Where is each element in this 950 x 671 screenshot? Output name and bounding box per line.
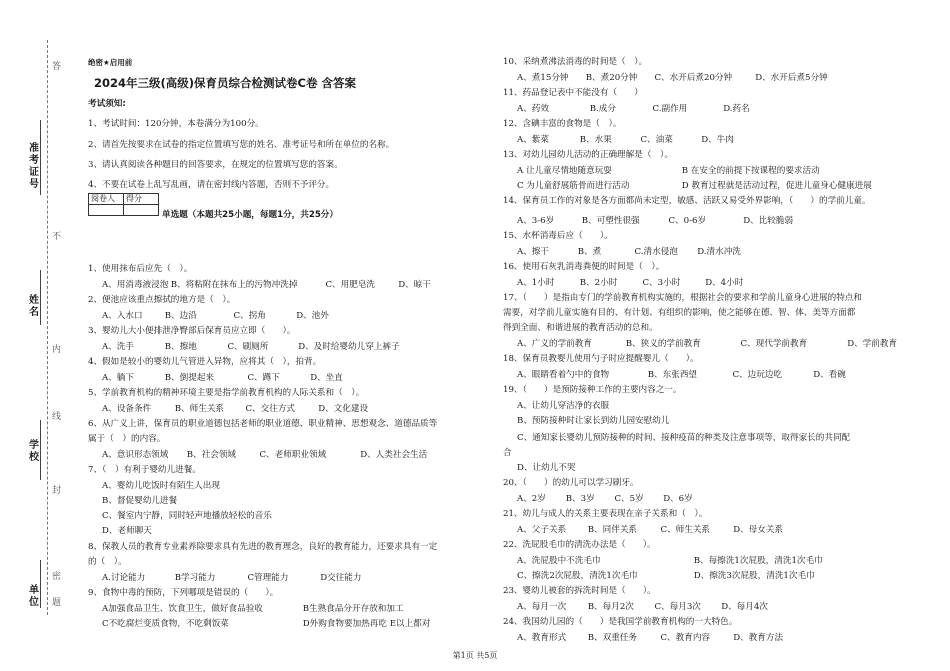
options-row: [517, 492, 693, 508]
option[interactable]: C、边玩边吃: [732, 370, 783, 380]
option[interactable]: C、油菜: [640, 135, 673, 145]
options-row: [517, 71, 828, 87]
score-label: 得分: [124, 194, 159, 205]
option[interactable]: D、文化建设: [318, 404, 369, 414]
option[interactable]: C.清水侵泡: [634, 247, 678, 257]
option[interactable]: B、同伴关系: [587, 525, 638, 535]
seal-mark: 答: [52, 62, 62, 72]
options-row: [517, 600, 768, 616]
seal-mark: 线: [52, 412, 62, 422]
option[interactable]: C、餐室内宁静，同时轻声地播放轻松的音乐: [102, 511, 272, 521]
notice-item: 1、考试时间：120分钟，本卷满分为100分。: [88, 119, 264, 129]
margin-label-school: 学校: [29, 440, 39, 463]
option[interactable]: A、设备条件: [102, 404, 152, 414]
option[interactable]: D、牛肉: [701, 135, 734, 145]
option[interactable]: D、每月4次: [721, 602, 768, 612]
option[interactable]: A、每月一次: [517, 602, 567, 612]
options-row: [102, 602, 404, 618]
score-cell[interactable]: [124, 205, 159, 216]
question-stem: 12、含碘丰富的食物是（ ）。: [503, 119, 622, 129]
question-stem: 20、（ ）的幼儿可以学习刷牙。: [503, 478, 639, 488]
option[interactable]: B、预防接种时让家长到幼儿园安慰幼儿: [517, 416, 670, 426]
option[interactable]: D、水开后煮5分钟: [755, 73, 828, 83]
school-field: [40, 420, 41, 480]
option[interactable]: C、水开后煮20分钟: [654, 73, 733, 83]
options-row: [102, 402, 368, 418]
question-stem: 1、使用抹布后应先（ ）。: [88, 264, 193, 274]
options-row: [517, 245, 741, 261]
seal-mark: 密: [52, 572, 62, 582]
question-stem: 4、假如是较小的婴幼儿气管进入异物，应将其（ ），拍背。: [88, 357, 322, 367]
option[interactable]: B、每擦洗1次屁股，清洗1次毛巾: [693, 556, 823, 566]
option[interactable]: A 让儿童尽情地随意玩耍: [517, 166, 612, 176]
option[interactable]: B、东张西望: [647, 370, 698, 380]
question-stem: 13、对幼儿园幼儿活动的正确理解是（ ）。: [503, 150, 673, 160]
option[interactable]: A、药效: [517, 104, 549, 114]
options-row: [517, 179, 872, 195]
option[interactable]: D、母女关系: [733, 525, 784, 535]
options-row: [102, 617, 430, 633]
options-row: [517, 164, 820, 180]
option[interactable]: B、将粘附在抹布上的污物冲洗掉: [170, 280, 298, 290]
option[interactable]: C.副作用: [652, 104, 688, 114]
option[interactable]: D交往能力: [320, 573, 362, 583]
option[interactable]: A、入水口: [102, 311, 143, 321]
option[interactable]: B、督促婴幼儿进餐: [102, 496, 178, 506]
question-stem: 5、学前教育机构的精神环境主要是指学前教育机构的人际关系和（ ）。: [88, 388, 365, 398]
option[interactable]: D外购食物要加热再吃 E以上都对: [302, 619, 431, 629]
zkzh-field: [40, 120, 41, 195]
option[interactable]: A、婴幼儿吃饭时有陌生人出现: [102, 481, 220, 491]
option[interactable]: A、父子关系: [517, 525, 567, 535]
name-field: [40, 270, 41, 325]
option[interactable]: A、广义的学前教育: [517, 339, 592, 349]
question-stem: 18、保育员教婴儿使用勺子时应提醒婴儿（ ）。: [503, 354, 699, 364]
option[interactable]: C管理能力: [247, 573, 289, 583]
option[interactable]: A、让幼儿穿洁净的衣服: [517, 401, 610, 411]
notice-item: 2、请首先按要求在试卷的指定位置填写您的姓名、准考证号和所在单位的名称。: [88, 140, 395, 150]
options-row: [102, 278, 431, 294]
options-row: [517, 523, 783, 539]
option[interactable]: C、0-6岁: [668, 216, 707, 226]
option[interactable]: A、教育形式: [517, 633, 567, 643]
question-stem: 22、洗屁股毛巾的清洗办法是（ ）。: [503, 540, 656, 550]
option[interactable]: C、通知家长婴幼儿预防接种的时间、接种疫苗的种类及注意事项等，取得家长的共同配: [517, 433, 851, 443]
option[interactable]: D、教育方法: [733, 633, 784, 643]
option[interactable]: B、每月2次: [587, 602, 634, 612]
option[interactable]: C、教育内容: [660, 633, 711, 643]
question-stem: 16、使用石灰乳消毒粪便的时间是（ ）。: [503, 262, 665, 272]
score-box: [88, 193, 159, 216]
option-cont: 合: [503, 448, 512, 458]
option[interactable]: B、3岁: [565, 494, 595, 504]
option[interactable]: A、擦干: [517, 247, 549, 257]
option[interactable]: D.清水冲洗: [697, 247, 741, 257]
option[interactable]: B、水果: [579, 135, 612, 145]
option[interactable]: A.讨论能力: [102, 573, 146, 583]
question-stem: 17、（ ）是指由专门的学前教育机构实施的，根据社会的要求和学前儿童身心进展的特点和: [503, 293, 862, 303]
option[interactable]: D.药名: [723, 104, 750, 114]
question-stem-cont: 的（ ）。: [88, 557, 127, 567]
margin-label-unit: 单位: [29, 585, 39, 608]
option[interactable]: D、晾干: [398, 280, 431, 290]
option[interactable]: D、擦洗3次屁股，清洗1次毛巾: [693, 571, 815, 581]
question-stem: 9、食物中毒的预防，下列哪项是错误的（ ）。: [88, 588, 279, 598]
options-row: [517, 368, 846, 384]
options-row: [102, 448, 427, 464]
option[interactable]: B、社会领域: [186, 450, 237, 460]
unit-field: [40, 560, 41, 608]
question-stem-cont: 需要，对学前儿童实施有目的、有计划、有组织的影响，使之能够在德、智、体、美等方面都: [503, 308, 856, 318]
option[interactable]: C 为儿童舒展筋骨而进行活动: [517, 181, 630, 191]
option[interactable]: A、躺下: [102, 373, 134, 383]
option[interactable]: D、让幼儿不哭: [517, 463, 576, 473]
option[interactable]: D、坐直: [310, 373, 343, 383]
options-row: [102, 309, 329, 325]
notice-heading: 考试须知:: [88, 99, 126, 109]
question-stem: 15、水杯消毒后应（ ）。: [503, 231, 613, 241]
confidential-stamp: 绝密★启用前: [88, 58, 133, 67]
seal-mark: 题: [52, 598, 62, 608]
option[interactable]: B、2小时: [579, 278, 618, 288]
option[interactable]: C、3小时: [642, 278, 681, 288]
option[interactable]: C、老师职业领域: [259, 450, 327, 460]
question-stem: 21、幼儿与成人的关系主要表现在亲子关系和（ ）。: [503, 509, 708, 519]
option[interactable]: A、用消毒液浸泡: [102, 280, 169, 290]
seal-mark: 内: [52, 345, 62, 355]
option[interactable]: D、及时给婴幼儿穿上裤子: [298, 342, 400, 352]
options-row: [517, 554, 823, 570]
option[interactable]: C、每月3次: [654, 602, 701, 612]
option[interactable]: A、眼睛看着勺中的食物: [517, 370, 610, 380]
seal-mark: 封: [52, 486, 62, 496]
seal-mark: 不: [52, 232, 62, 242]
seal-line: [47, 40, 48, 615]
options-row: [517, 631, 783, 647]
question-stem: 7、（ ）有利于婴幼儿进餐。: [88, 465, 201, 475]
question-stem: 10、采纳煮沸法消毒的时间是（ ）。: [503, 57, 648, 67]
option[interactable]: C、用肥皂洗: [325, 280, 376, 290]
option[interactable]: A、2岁: [517, 494, 546, 504]
option[interactable]: B生熟食品分开存放和加工: [302, 604, 404, 614]
option[interactable]: B、狭义的学前教育: [625, 339, 701, 349]
option[interactable]: B、边沿: [164, 311, 197, 321]
options-row: [102, 340, 400, 356]
option[interactable]: B、倒提起来: [164, 373, 215, 383]
option[interactable]: B、可塑性很强: [581, 216, 640, 226]
option[interactable]: A、紫菜: [517, 135, 549, 145]
option[interactable]: C、拐角: [233, 311, 266, 321]
question-stem: 14、保育员工作的对象是各方面都尚未定型，敏感、活跃又易受外界影响，（ ）的学前儿童。: [503, 196, 871, 206]
option[interactable]: C、师生关系: [660, 525, 711, 535]
options-row: [517, 133, 734, 149]
question-stem: 2、便池应该重点擦拭的地方是（ ）。: [88, 295, 236, 305]
option[interactable]: B、煮: [577, 247, 602, 257]
options-row: [517, 214, 793, 230]
option[interactable]: C不吃腐烂变质食物，不吃剩饭菜: [102, 619, 229, 629]
options-row: [102, 571, 361, 587]
question-stem-cont: 属于（ ）的内容。: [88, 434, 166, 444]
option[interactable]: B 在安全的前提下按课程的要求活动: [681, 166, 820, 176]
question-stem: 24、我国幼儿园的（ ）是我国学前教育机构的一大特色。: [503, 617, 738, 627]
option[interactable]: D、老师聊天: [102, 526, 152, 536]
question-stem: 11、药品登记表中不能没有（ ）: [503, 88, 643, 98]
reviewer-label: 阅卷人: [89, 194, 124, 205]
margin-label-zkzh: 准考证号: [29, 143, 39, 190]
option[interactable]: D 教育过程就是活动过程，促进儿童身心健康进展: [681, 181, 872, 191]
option[interactable]: C、交往方式: [245, 404, 296, 414]
option[interactable]: B、双重任务: [587, 633, 638, 643]
options-row: [517, 276, 743, 292]
option[interactable]: D、人类社会生活: [360, 450, 428, 460]
option[interactable]: B、擦地: [164, 342, 197, 352]
page-footer: 第1页 共5页: [452, 651, 498, 660]
option[interactable]: C、现代学前教育: [740, 339, 808, 349]
option[interactable]: A、洗手: [102, 342, 134, 352]
section-title: 单选题（本题共25小题，每题1分，共25分）: [162, 210, 338, 220]
option[interactable]: B、煮20分钟: [585, 73, 638, 83]
option[interactable]: A加强食品卫生、饮食卫生，做好食品验收: [102, 604, 263, 614]
option[interactable]: B、师生关系: [174, 404, 225, 414]
option[interactable]: C、刷厕所: [227, 342, 269, 352]
option[interactable]: D、4小时: [705, 278, 744, 288]
option[interactable]: A、煮15分钟: [517, 73, 569, 83]
options-row: [517, 102, 750, 118]
option[interactable]: C、擦洗2次屁股，清洗1次毛巾: [517, 571, 638, 581]
option[interactable]: C、蹲下: [247, 373, 280, 383]
notice-item: 4、不要在试卷上乱写乱画，请在密封线内答题，否则不予评分。: [88, 180, 335, 190]
margin-label-name: 姓名: [29, 295, 39, 318]
option[interactable]: B学习能力: [174, 573, 216, 583]
option[interactable]: C、5岁: [614, 494, 644, 504]
option[interactable]: A、洗屁股中不洗毛巾: [517, 556, 601, 566]
options-row: [517, 569, 815, 585]
option[interactable]: A、意识形态领域: [102, 450, 169, 460]
option[interactable]: B.成分: [589, 104, 616, 114]
option[interactable]: D、看碗: [813, 370, 846, 380]
question-stem: 23、婴幼儿被套的拆洗时间是（ ）。: [503, 586, 656, 596]
option[interactable]: A、3-6岁: [517, 216, 555, 226]
notice-item: 3、请认真阅读各种题目的回答要求，在规定的位置填写您的答案。: [88, 160, 343, 170]
question-stem: 3、婴幼儿大小便排泄净臀部后保育员应立即（ ）。: [88, 326, 296, 336]
option[interactable]: D、比较脆弱: [743, 216, 794, 226]
options-row: [517, 337, 897, 353]
question-stem-cont: 得到全面、和谐进展的教育活动的总和。: [503, 323, 658, 333]
option[interactable]: D、学前教育: [847, 339, 898, 349]
question-stem: 19、（ ）是预防接种工作的主要内容之一。: [503, 385, 682, 395]
option[interactable]: D、池外: [296, 311, 329, 321]
question-stem: 8、保教人员的教育专业素养除要求具有先进的教育理念，良好的教育能力，还要求具有一定: [88, 542, 438, 552]
reviewer-cell[interactable]: [89, 205, 124, 216]
option[interactable]: D、6岁: [663, 494, 693, 504]
exam-title: 2024年三级(高级)保育员综合检测试卷C卷 含答案: [94, 76, 356, 90]
options-row: [102, 371, 343, 387]
question-stem: 6、从广义上讲，保育员的职业道德包括老师的职业道德、职业精神、思想观念、道德品质等: [88, 419, 438, 429]
option[interactable]: A、1小时: [517, 278, 555, 288]
